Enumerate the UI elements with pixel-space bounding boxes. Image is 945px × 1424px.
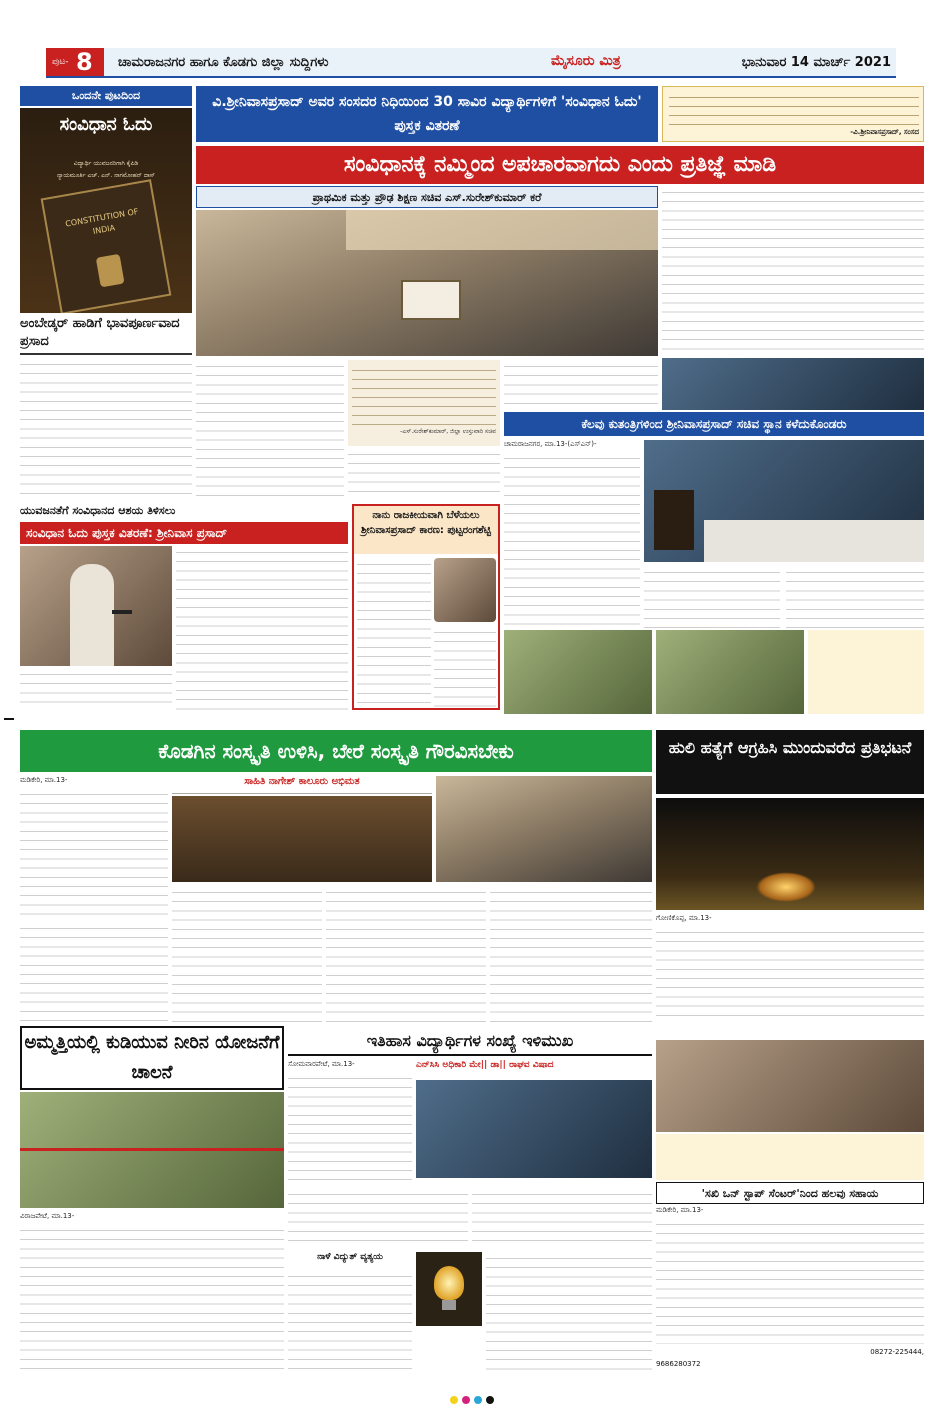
side-dateline: ಚಾಮರಾಜನಗರ, ಮಾ.13-(ಎಸ್‌ಎನ್)- — [504, 440, 597, 448]
lead-photo — [196, 210, 658, 356]
pullquote-text — [352, 364, 496, 428]
ribbon — [20, 1148, 284, 1151]
boxed-headline: ನಾನು ರಾಜಕೀಯವಾಗಿ ಬೆಳೆಯಲು ಶ್ರೀನಿವಾಸಪ್ರಸಾದ್ ಕಾರಣ: ಪುಟ್ಟರಂಗಶೆಟ್ಟಿ — [354, 506, 498, 554]
water-body — [20, 1224, 284, 1374]
speaker-photo — [20, 546, 172, 666]
kodagu-body-col3 — [326, 886, 486, 1022]
side-body-col2 — [644, 566, 780, 628]
sakhi-phone-1: 08272-225444, — [870, 1348, 924, 1356]
lead-body-col2 — [348, 448, 500, 500]
ceremony-caption — [656, 1134, 924, 1180]
tiger-dateline: ಗೋಣಿಕೊಪ್ಪ, ಮಾ.13- — [656, 914, 712, 922]
stage-backdrop — [346, 210, 658, 250]
lead-body-col1 — [196, 360, 344, 500]
youth-kicker: ಯುವಜನತೆಗೆ ಸಂವಿಧಾನದ ಆಶಯ ತಿಳಿಸಲು — [20, 504, 176, 517]
side-body-col1 — [504, 452, 640, 628]
sakhi-dateline: ಮಡಿಕೇರಿ, ಮಾ.13- — [656, 1206, 704, 1214]
sakhi-phone-2: 9686280372 — [656, 1360, 701, 1368]
constitution-cover-text: CONSTITUTION OF INDIA — [64, 206, 140, 236]
history-body-col1 — [288, 1072, 412, 1184]
history-body-col3 — [472, 1188, 652, 1248]
fire-glow — [756, 872, 816, 902]
tiger-headline: ಹುಲಿ ಹತ್ಯೆಗೆ ಆಗ್ರಹಿಸಿ ಮುಂದುವರೆದ ಪ್ರತಿಭಟನೆ — [656, 730, 924, 794]
portrait-photo — [434, 558, 496, 622]
page-header — [46, 48, 896, 78]
bulb-icon — [434, 1266, 464, 1300]
village-photo-2 — [656, 630, 804, 714]
kodagu-dateline: ಮಡಿಕೇರಿ, ಮಾ.13- — [20, 776, 68, 784]
history-photo — [416, 1080, 652, 1178]
kodagu-body-col2 — [172, 886, 322, 1022]
dot-cyan — [474, 1396, 482, 1404]
students-photo — [662, 358, 924, 410]
history-headline: ಇತಿಹಾಸ ವಿದ್ಯಾರ್ಥಿಗಳ ಸಂಖ್ಯೆ ಇಳಿಮುಖ — [288, 1026, 652, 1056]
top-banner: ವಿ.ಶ್ರೀನಿವಾಸಪ್ರಸಾದ್ ಅವರ ಸಂಸದರ ನಿಧಿಯಿಂದ 30 ಸಾವಿರ ವಿದ್ಯಾರ್ಥಿಗಳಿಗೆ 'ಸಂವಿಧಾನ ಓದು' ಪುಸ್ತಕ ವಿತರಣೆ — [196, 86, 658, 142]
masthead: ಮೈಸೂರು ಮಿತ್ರ — [551, 53, 621, 69]
issue-date: ಭಾನುವಾರ 14 ಮಾರ್ಚ್ 2021 — [741, 55, 891, 70]
book-author: ನ್ಯಾಯಮೂರ್ತಿ ಎಚ್. ಎನ್. ನಾಗಮೋಹನ್ ದಾಸ್ — [57, 172, 155, 179]
tiger-body — [656, 926, 924, 1022]
bulb-image — [416, 1252, 482, 1326]
kicker-front-page: ಒಂದನೇ ಪುಟದಿಂದ — [20, 86, 192, 106]
book-cover — [20, 108, 192, 313]
speaker-figure — [70, 564, 114, 666]
boxed-body-a — [357, 558, 431, 708]
kodagu-body-col1 — [20, 788, 168, 918]
kodagu-body-col1b — [20, 922, 168, 1022]
boxed-body-b — [434, 626, 496, 708]
dais-table — [704, 520, 924, 562]
side-body-col3 — [786, 566, 924, 628]
kodagu-photo-group — [172, 796, 432, 882]
lead-pullquote — [348, 360, 500, 446]
youth-body-col1 — [20, 668, 172, 710]
history-dateline: ಸೋಮವಾರಪೇಟೆ, ಮಾ.13- — [288, 1060, 355, 1068]
ceremony-photo — [656, 1040, 924, 1132]
village-caption — [808, 630, 924, 714]
dot-magenta — [462, 1396, 470, 1404]
boxed-story — [352, 504, 500, 710]
book-subtitle: ವಿದ್ಯಾರ್ಥಿ ಯುವಜನರಿಗಾಗಿ ಕೈಪಿಡಿ — [73, 160, 139, 167]
sakhi-headline: 'ಸಖಿ ಒನ್ ಸ್ಟಾಪ್ ಸೆಂಟರ್'ನಿಂದ ಹಲವು ಸಹಾಯ — [656, 1182, 924, 1204]
podium — [654, 490, 694, 550]
water-headline: ಅಮ್ಮತ್ತಿಯಲ್ಲಿ ಕುಡಿಯುವ ನೀರಿನ ಯೋಜನೆಗೆ ಚಾಲನೆ — [20, 1026, 284, 1090]
water-photo — [20, 1092, 284, 1208]
kodagu-photo-lamp — [436, 776, 652, 882]
kodagu-headline: ಕೊಡಗಿನ ಸಂಸ್ಕೃತಿ ಉಳಿಸಿ, ಬೇರೆ ಸಂಸ್ಕೃತಿ ಗೌರವಿಸಬೇಕು — [20, 730, 652, 772]
dot-black — [486, 1396, 494, 1404]
certificate — [401, 280, 461, 320]
top-quote-box — [662, 86, 924, 142]
history-subhead: ಎನ್‌ಸಿಸಿ ಅಧಿಕಾರಿ ಮೇ|| ಡಾ|| ರಾಘವ ವಿಷಾದ — [416, 1060, 554, 1070]
emblem-icon — [96, 254, 125, 288]
book-title: ಸಂವಿಧಾನ ಓದು — [59, 114, 153, 135]
history-body-col4 — [486, 1252, 652, 1374]
top-quote-byline: -ವಿ.ಶ್ರೀನಿವಾಸಪ್ರಸಾದ್, ಸಂಸದ — [850, 128, 919, 136]
village-photo-1 — [504, 630, 652, 714]
dot-yellow — [450, 1396, 458, 1404]
margin-tick — [4, 718, 14, 720]
youth-headline: ಸಂವಿಧಾನ ಓದು ಪುಸ್ತಕ ವಿತರಣೆ: ಶ್ರೀನಿವಾಸ ಪ್ರಸಾದ್ — [20, 522, 348, 544]
left-headline: ಅಂಬೇಡ್ಕರ್ ಹಾಡಿಗೆ ಭಾವಪೂರ್ಣವಾದ ಪ್ರಸಾದ — [20, 315, 192, 355]
night-protest-photo — [656, 798, 924, 910]
power-headline: ನಾಳೆ ವಿದ್ಯುತ್ ವ್ಯತ್ಯಯ — [317, 1252, 383, 1262]
lead-body-col3 — [504, 360, 658, 410]
history-body-col2 — [288, 1188, 468, 1248]
microphone — [112, 610, 132, 614]
lead-headline: ಸಂವಿಧಾನಕ್ಕೆ ನಮ್ಮಿಂದ ಅಪಚಾರವಾಗದು ಎಂದು ಪ್ರತಿಜ್ಞೆ ಮಾಡಿ — [196, 146, 924, 184]
lead-subhead: ಪ್ರಾಥಮಿಕ ಮತ್ತು ಪ್ರೌಢ ಶಿಕ್ಷಣ ಸಚಿವ ಎಸ್.ಸುರೇಶ್‌ಕುಮಾರ್ ಕರೆ — [196, 186, 658, 208]
page-number: 8 — [76, 48, 93, 76]
power-body — [288, 1270, 412, 1374]
section-title: ಚಾಮರಾಜನಗರ ಹಾಗೂ ಕೊಡಗು ಜಿಲ್ಲಾ ಸುದ್ದಿಗಳು — [118, 55, 329, 70]
kodagu-body-col4 — [490, 886, 652, 1022]
sakhi-body — [656, 1218, 924, 1344]
water-dateline: ವಿರಾಜಪೇಟೆ, ಮಾ.13- — [20, 1212, 75, 1220]
page-number-badge — [46, 48, 104, 78]
kodagu-subhead: ಸಾಹಿತಿ ನಾಗೇಶ್ ಕಾಲೂರು ಅಭಿಮತ — [172, 776, 432, 794]
side-headline: ಕೆಲವು ಕುತಂತ್ರಿಗಳಿಂದ ಶ್ರೀನಿವಾಸಪ್ರಸಾದ್ ಸಚಿವ ಸ್ಥಾನ ಕಳೆದುಕೊಂಡರು — [504, 412, 924, 436]
constitution-book-image — [41, 179, 172, 313]
dais-photo — [644, 440, 924, 562]
top-quote-text — [669, 91, 919, 127]
youth-body-col2 — [176, 546, 348, 710]
bulb-base — [442, 1300, 456, 1310]
registration-marks-bottom — [20, 1396, 924, 1408]
left-body-text — [20, 358, 192, 498]
page-label: ಪುಟ- — [52, 57, 69, 67]
pullquote-byline: -ಎಸ್.ಸುರೇಶ್‌ಕುಮಾರ್, ಜಿಲ್ಲಾ ಉಸ್ತುವಾರಿ ಸಚಿವ — [400, 428, 496, 435]
right-body-top — [662, 186, 924, 354]
